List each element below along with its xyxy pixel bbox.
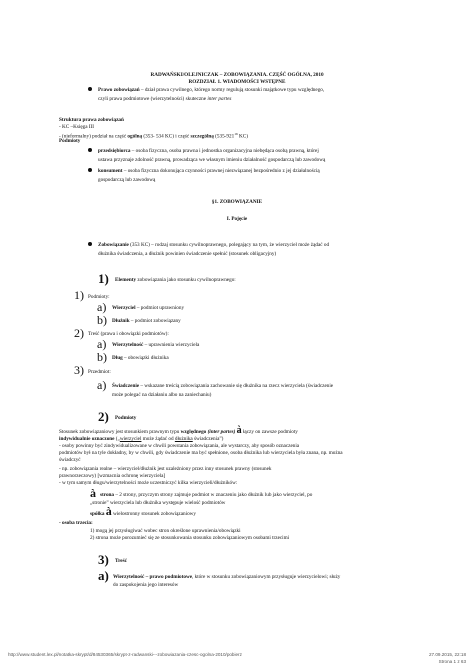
bullet-icon <box>88 87 92 91</box>
osoba-trzecia-1: 1) mogą jej przysługiwać wobec stron określone uprawnienia/obowiązki <box>90 528 241 534</box>
tresc-heading: Treść <box>115 558 127 564</box>
item-number-1: 1) <box>98 271 109 286</box>
konsument-para: konsument – osoba fizyczna dokonująca czynności prawnej niezwiązanej bezpośrednio z jej działalnością <box>98 168 320 174</box>
struktura-podzial: - (nieformalny) podział na część ogólną (353- 534 KC) i część szczególną ($535-921^{16}$ KC) <box>59 132 248 140</box>
footer-page: Strona 1 z 63 <box>438 659 466 664</box>
item-number-3: 3) <box>98 552 109 567</box>
stosunek-line7: prawnorzeczowy) [wzmacnia ochronę wierzyciela] <box>59 473 166 479</box>
prawo-zobowiazan-para: Prawo zobowiązań – dział prawa cywilnego, którego normy regulują stosunki majątkowe typu względnego, <box>98 87 325 93</box>
sub-number-2: 2) <box>74 326 84 340</box>
elementy-heading: Elementy zobowiązania jako stosunku cywilnoprawnego: <box>115 277 236 283</box>
swiadczenie-item: Świadczenie – wskazane treścią zobowiązania zachowanie się dłużnika na rzecz wierzyciela (świadczenie <box>112 383 334 389</box>
wierzyciel-item: Wierzyciel – podmiot uprawniony <box>112 305 185 311</box>
strona-line2: „stronie” wierzyciela lub dłużnika występuje wielość podmiotów <box>90 500 226 506</box>
footer-url[interactable]: http://www.student.lex.pl/notatka-skrypt/d/84530365/skrypt-z-radwanski---zobowiazania-czesc-ogolna-2010/pobierz <box>8 652 242 657</box>
footer-date: 27.09.2015, 22:18 <box>428 652 466 657</box>
letter-a: a) <box>97 337 107 351</box>
dluznik-item: Dłużnik – podmiot zobowiązany <box>112 318 181 324</box>
stosunek-line4: podmiotów był na tyle dokładny, by w chwili, gdy świadczenie ma być spełnione, osoba dłużnika lub wierzyciela była znana, np. można <box>59 450 343 456</box>
struktura-kc: - KC –Księga III <box>59 124 95 130</box>
osoba-trzecia-2: 2) strona może porozumieć się ze stosunkowania stosunku zobowiązaniowym osobami trzecimi <box>90 535 290 541</box>
przedsiebiorca-para: przedsiębiorca – osoba fizyczna, osoba prawna i jednostka organizacyjna niebędąca osobą prawną, której <box>98 148 319 154</box>
osoba-trzecia-title: - osoba trzecia: <box>59 520 93 526</box>
sub-number-3: 3) <box>74 363 84 377</box>
stosunek-line5: świadczyć <box>59 457 81 463</box>
arrow-glyph: à <box>90 486 96 500</box>
zobowiazanie-para: Zobowiązanie (353 KC) – rodzaj stosunku cywilnoprawnego, polegający na tym, że wierzyciel może żądać od <box>98 242 330 248</box>
przedmiot-label: Przedmiot: <box>88 369 111 375</box>
sub-number-1: 1) <box>74 288 84 302</box>
prawo-zobowiazan-line2: czyli prawa podmiotowe (wierzytelności) skuteczne inter partes <box>98 96 232 102</box>
stosunek-para: Stosunek zobowiązaniowy jest stosunkiem prawnym typu względnego (inter partes) à łączy on zawsze podmioty <box>59 425 298 436</box>
letter-b: b) <box>97 350 107 364</box>
struktura-title: Struktura prawa zobowiązań <box>59 117 124 123</box>
section-subtitle: I. Pojęcie <box>226 216 248 222</box>
wierzytelnosc-prawo-line2: do zaspokojenia jego interesów <box>113 582 179 588</box>
zobowiazanie-line2: dłużnika świadczenia, a dłużnik powinien świadczenie spełnić (stosunek obligacyjny) <box>98 251 277 257</box>
letter-a: a) <box>98 568 109 583</box>
spolka-para: spółka à wielostronny stosunek zobowiązaniowy <box>90 504 197 518</box>
przedsiebiorca-line2: ustawa przyznaje zdolność prawną, prowadząca we własnym imieniu działalność gospodarczą lub zawodową <box>98 157 326 163</box>
item-number-2: 2) <box>98 409 109 424</box>
stosunek-line8: - w tym samym długu/wierzytelności może uczestniczyć kilka wierzycieli/dłużników: <box>59 480 238 486</box>
stosunek-line6: - np. zobowiązania realne – wierzyciel/dłużnik jest uzależniony przez inny stosunek prawny (stosunek <box>59 466 272 472</box>
section-title: §1. ZOBOWIĄZANIE <box>211 199 263 205</box>
bullet-icon <box>88 168 92 172</box>
wierzytelnosc-prawo-para: Wierzytelność – prawo podmiotowe, które w stosunku zobowiązaniowym przysługuje wierzycielowi; służy <box>113 574 341 580</box>
stosunek-line3: - osoby powinny być zindywidualizowane w chwili powstania zobowiązania, ale wystarczy, aby sposób oznaczenia <box>59 443 300 449</box>
bullet-icon <box>88 148 92 152</box>
bullet-icon <box>88 242 92 246</box>
letter-a: a) <box>97 300 107 314</box>
podmioty-label: Podmioty: <box>88 294 110 300</box>
strona-para: strona – 2 strony, przyczym strony zajmuje podmiot w znaczeniu jako dłużnik lub jako wierzyciel, po <box>100 492 313 498</box>
stosunek-line2: indywidualnie oznaczone („wierzyciel może żądać od dłużnika świadczenia”) <box>59 436 224 442</box>
doc-title-line2: ROZDZIAŁ 1. WIADOMOŚCI WSTĘPNE <box>188 79 286 85</box>
dlug-item: Dług – obowiązki dłużnika <box>112 355 169 361</box>
tresc-label: Treść (prawa i obowiązki podmiotów): <box>88 331 169 337</box>
wierzytelnosc-item: Wierzytelność – uprawnienia wierzyciela <box>112 342 200 348</box>
swiadczenie-line2: może polegać na działaniu albo na zaniechaniu) <box>112 392 212 398</box>
letter-b: b) <box>97 313 107 327</box>
letter-a: a) <box>97 378 107 392</box>
konsument-line2: gospodarczą lub zawodową <box>98 177 156 183</box>
podmioty-title: Podmioty <box>59 138 81 144</box>
doc-title-line1: RADWAŃSKI/OLEJNICZAK – ZOBOWIĄZANIA. CZĘŚĆ OGÓLNA, 2010 <box>150 72 324 78</box>
podmioty-heading: Podmioty <box>115 415 137 421</box>
